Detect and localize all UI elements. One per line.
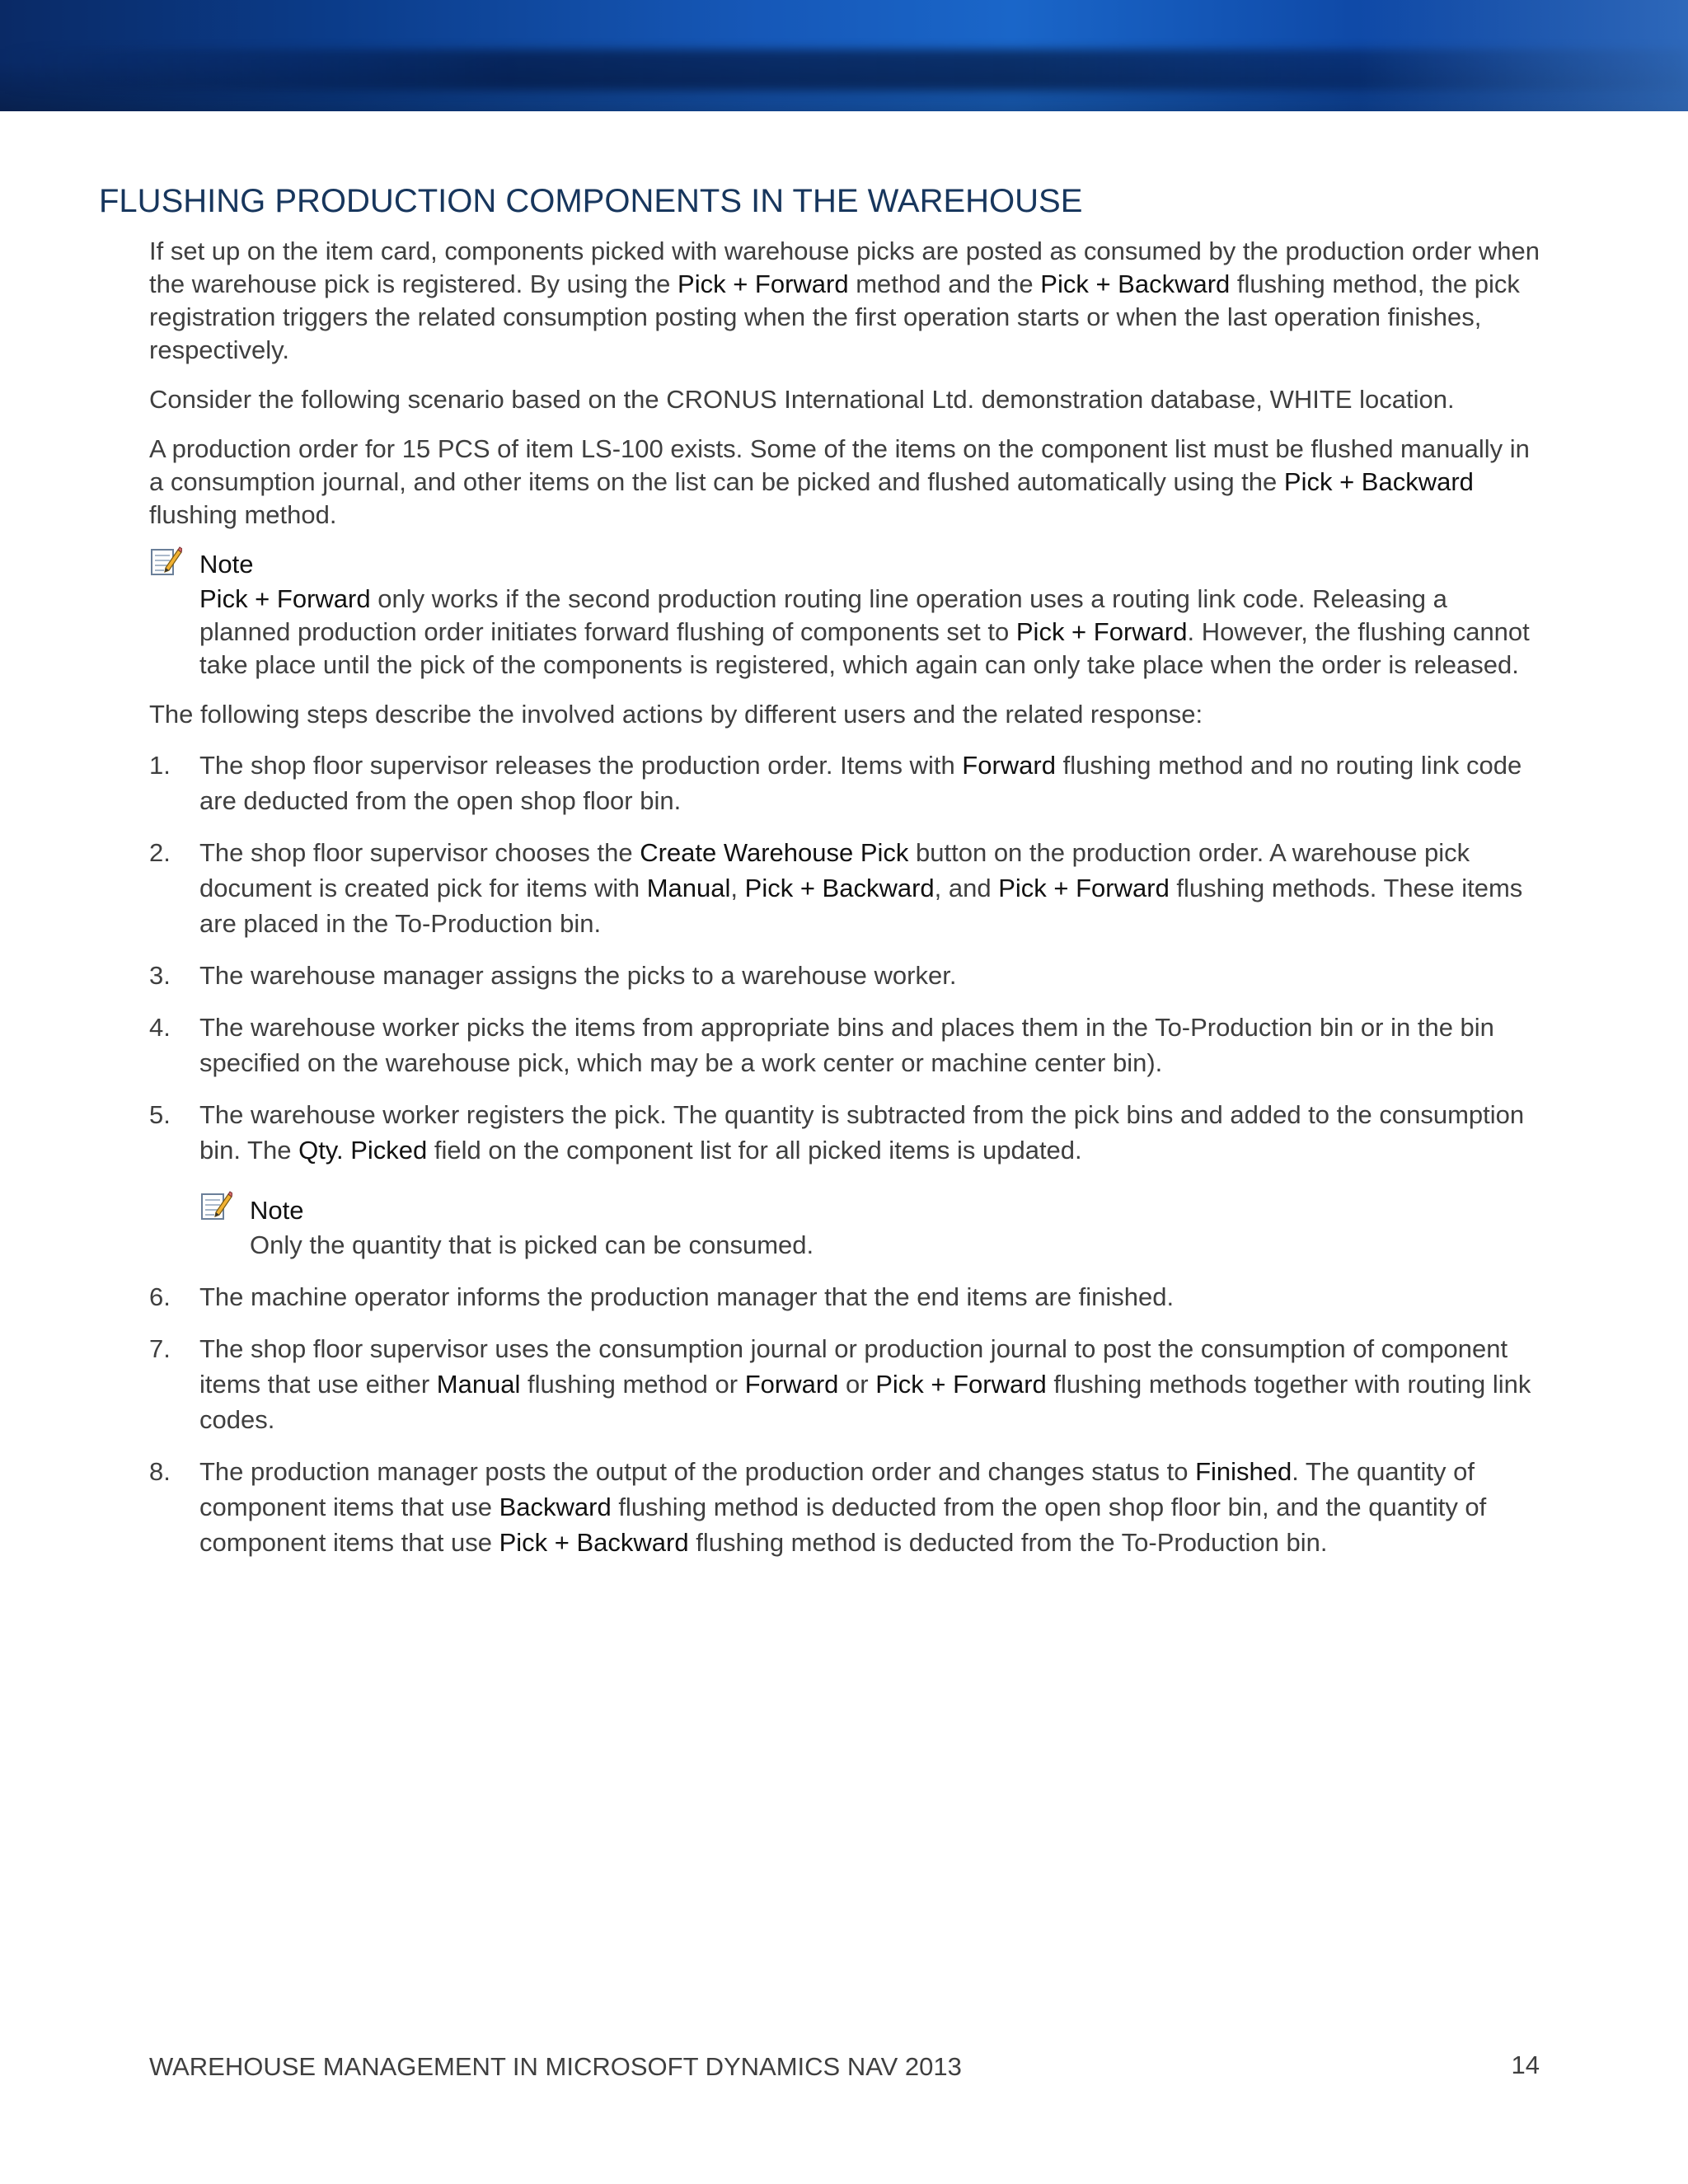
- step-item: [149, 835, 1542, 941]
- step-item: [149, 958, 1542, 993]
- note-title: Note: [199, 550, 254, 579]
- text-segment: . The quantity of component items that use: [199, 1457, 1475, 1521]
- text-segment: flushing method is deducted from the open shop floor bin, and the quantity of component items that use: [199, 1493, 1487, 1557]
- step-item: [149, 1454, 1542, 1560]
- step-number: 3.: [149, 961, 171, 990]
- page-number: 14: [1511, 2050, 1540, 2079]
- keyword-pick-forward: Pick + Forward: [875, 1370, 1047, 1399]
- note-title: Note: [250, 1196, 304, 1225]
- text-segment: flushing methods. These items are placed in the To-Production bin.: [199, 874, 1523, 938]
- steps-list: [149, 748, 1542, 1560]
- keyword-pick-forward: Pick + Forward: [998, 874, 1170, 902]
- banner-glow: [1358, 0, 1688, 111]
- text-segment: button on the production order. A warehouse pick document is created pick for items with: [199, 838, 1470, 902]
- text-segment: flushing method and no routing link code are deducted from the open shop floor bin.: [199, 751, 1522, 815]
- text-segment: The production manager posts the output of the production order and changes status to: [199, 1457, 1196, 1486]
- step-number: 8.: [149, 1457, 171, 1486]
- keyword-forward: Forward: [744, 1370, 839, 1399]
- keyword-manual: Manual: [646, 874, 731, 902]
- step-item: [149, 1097, 1542, 1263]
- keyword-pick-backward: Pick + Backward: [1283, 467, 1474, 496]
- inner-note-block: [199, 1193, 1542, 1263]
- step-item: [149, 1279, 1542, 1315]
- keyword-qty-picked: Qty. Picked: [298, 1136, 428, 1165]
- step-number: 4.: [149, 1013, 171, 1042]
- step-number: 7.: [149, 1334, 171, 1363]
- text-segment: flushing method or: [520, 1370, 745, 1399]
- text-segment: If set up on the item card, components picked with warehouse picks are posted as consumed by the production order when the warehouse pick is registered. By using the: [149, 237, 1540, 298]
- keyword-manual: Manual: [436, 1370, 521, 1399]
- keyword-pick-backward: Pick + Backward: [744, 874, 935, 902]
- note-text: [199, 583, 1542, 682]
- step-item: [149, 1331, 1542, 1437]
- note-block: [149, 548, 1542, 682]
- note-header: [199, 548, 1542, 581]
- note-header: [250, 1193, 1542, 1226]
- text-segment: flushing method.: [149, 500, 337, 529]
- text-segment: , and: [934, 874, 999, 902]
- note-pencil-icon: [149, 545, 182, 578]
- steps-intro: The following steps describe the involved actions by different users and the related response:: [149, 700, 1203, 729]
- text-segment: . However, the flushing cannot take place until the pick of the components is registered, which again can only take place when the order is released.: [199, 617, 1530, 679]
- step-number: 2.: [149, 838, 171, 867]
- step-number: 5.: [149, 1100, 171, 1129]
- text-segment: or: [838, 1370, 876, 1399]
- step-item: [149, 1010, 1542, 1080]
- footer-title: WAREHOUSE MANAGEMENT IN MICROSOFT DYNAMICS NAV 2013: [149, 2052, 962, 2081]
- keyword-pick-forward: Pick + Forward: [678, 269, 849, 298]
- intro-paragraph-2: Consider the following scenario based on the CRONUS International Ltd. demonstration database, WHITE location.: [149, 385, 1455, 414]
- text-segment: method and the: [848, 269, 1041, 298]
- text-segment: flushing methods together with routing link codes.: [199, 1370, 1531, 1434]
- intro-paragraph-3: [149, 433, 1542, 532]
- note-pencil-icon: [199, 1189, 232, 1222]
- keyword-pick-forward: Pick + Forward: [199, 584, 371, 613]
- text-segment: ,: [730, 874, 745, 902]
- step-number: 6.: [149, 1282, 171, 1311]
- text-segment: The warehouse worker picks the items from appropriate bins and places them in the To-Production bin or in the bin specified on the warehouse pick, which may be a work center or machine center bin).: [199, 1013, 1494, 1077]
- keyword-pick-forward: Pick + Forward: [1015, 617, 1188, 646]
- text-segment: A production order for 15 PCS of item LS-100 exists. Some of the items on the component list must be flushed manually in a consumption journal, and other items on the list can be picked and flushed automatically using the: [149, 434, 1530, 496]
- intro-paragraph-1: [149, 235, 1542, 367]
- keyword-create-warehouse-pick: Create Warehouse Pick: [640, 838, 909, 867]
- keyword-finished: Finished: [1195, 1457, 1292, 1486]
- text-segment: The shop floor supervisor releases the production order. Items with: [199, 751, 963, 780]
- step-item: [149, 748, 1542, 818]
- text-segment: The warehouse worker registers the pick. The quantity is subtracted from the pick bins and added to the consumption bin. The: [199, 1100, 1525, 1165]
- keyword-forward: Forward: [962, 751, 1056, 780]
- main-content: [149, 235, 1542, 1577]
- text-segment: The shop floor supervisor uses the consumption journal or production journal to post the consumption of component items that use either: [199, 1334, 1508, 1399]
- text-segment: flushing method, the pick registration triggers the related consumption posting when the first operation starts or when the last operation finishes, respectively.: [149, 269, 1520, 364]
- keyword-pick-backward: Pick + Backward: [1040, 269, 1231, 298]
- text-segment: The machine operator informs the production manager that the end items are finished.: [199, 1282, 1175, 1311]
- note-text: Only the quantity that is picked can be consumed.: [250, 1230, 814, 1259]
- page-heading: FLUSHING PRODUCTION COMPONENTS IN THE WAREHOUSE: [99, 183, 1083, 219]
- text-segment: The warehouse manager assigns the picks to a warehouse worker.: [199, 961, 957, 990]
- top-banner: [0, 0, 1688, 111]
- text-segment: The shop floor supervisor chooses the: [199, 838, 640, 867]
- text-segment: field on the component list for all picked items is updated.: [427, 1136, 1082, 1165]
- step-number: 1.: [149, 751, 171, 780]
- keyword-pick-backward: Pick + Backward: [499, 1528, 689, 1557]
- text-segment: only works if the second production routing line operation uses a routing link code. Releasing a planned production order initiates forward flushing of components set to: [199, 584, 1447, 646]
- keyword-backward: Backward: [499, 1493, 612, 1521]
- text-segment: flushing method is deducted from the To-Production bin.: [688, 1528, 1328, 1557]
